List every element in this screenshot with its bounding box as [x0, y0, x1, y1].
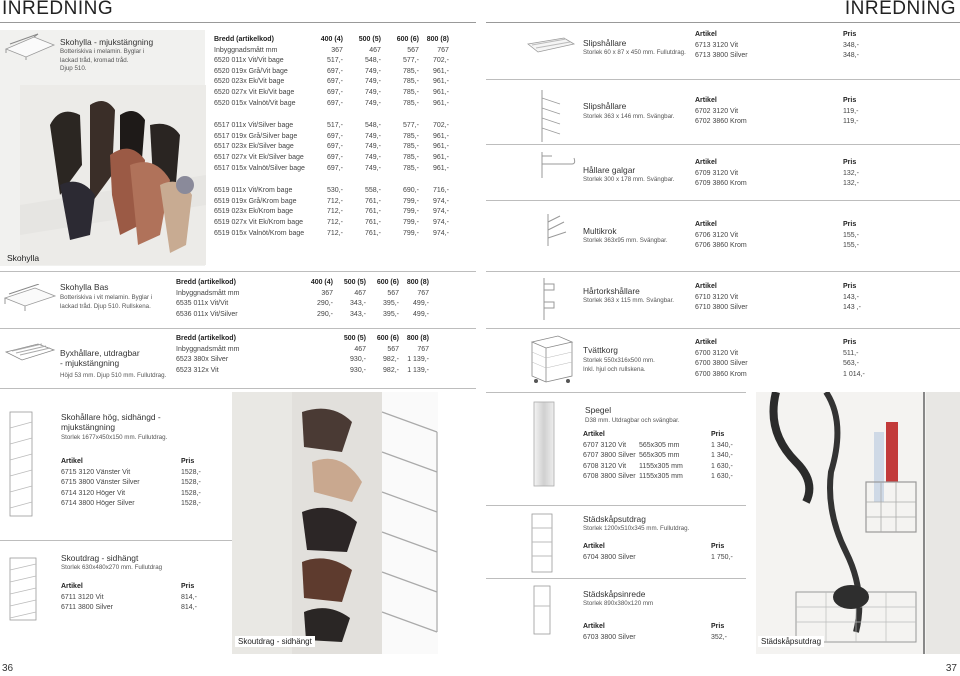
skohallare-hog-desc: Storlek 1677x450x150 mm. Fullutdrag.	[61, 434, 168, 441]
byxhallare-price-table: Bredd (artikelkod) 500 (5) 600 (6) 800 (8) Inbyggnadsmått mm 467 567 767 6523 380x Silver 930,- 982,- 1 139,- 6523 312x Vit 930,- 982,- 1 139,-	[176, 335, 429, 374]
skoutdrag-image	[6, 556, 42, 622]
page-header-right: INREDNING	[844, 0, 956, 19]
skohallare-hog-image	[6, 410, 36, 518]
stadskapsutdrag-title: Städskåpsutdrag	[583, 514, 646, 524]
skohylla-bas-price-table: Bredd (artikelkod) 400 (4) 500 (5) 600 (6) 800 (8) Inbyggnadsmått mm 367 467 567 767 6535 011x Vit/Vit 290,- 343,- 395,- 499,- 6536 011x Vit/Silver 290,- 343,- 395,- 499,-	[176, 279, 429, 318]
slipshallare-2-title: Slipshållare	[583, 101, 627, 111]
tvattkorg-desc: Storlek 550x316x500 mm. Inkl. hjul och rullskena.	[583, 357, 655, 373]
slipshallare-2-image	[536, 88, 566, 144]
hartorkshallare-image	[538, 276, 558, 322]
tvattkorg-image	[528, 334, 574, 386]
skohylla-bas-image	[3, 284, 57, 312]
skohylla-bas-title: Skohylla Bas	[60, 282, 109, 292]
slipshallare-1-desc: Storlek 60 x 87 x 450 mm. Fullutdrag.	[583, 49, 686, 56]
hallare-galgar-price-table: Artikel Pris 6709 3120 Vit 132,- 6709 3860 Krom 132,-	[695, 159, 859, 188]
hartorkshallare-desc: Storlek 363 x 115 mm. Svängbar.	[583, 297, 675, 304]
multikrok-desc: Storlek 363x95 mm. Svängbar.	[583, 237, 668, 244]
table-row: 6519 023x Ek/Krom bage 712,- 761,- 799,- 974,-	[214, 208, 449, 216]
stadskapsutdrag-photo-caption: Städskåpsutdrag	[758, 636, 824, 647]
table-row: 6708 3800 Silver 1155x305 mm 1 630,-	[583, 473, 733, 481]
slipshallare-1-title: Slipshållare	[583, 38, 627, 48]
skohylla-price-table: Bredd (artikelkod) 400 (4) 500 (5) 600 (6) 800 (8) Inbyggnadsmått mm 367 467 567 767 6520 011x Vit/Vit bage 517,- 548,- 577,- 702,- 6520 019x Grå/Vit bage 697,- 749,- 785,- 961,- 6520 023x Ek/Vit bage 697,- 749,- 785,- 961,- 6520 027x Vit Ek/Vit bage 697,- 749,- 785,- 961,- 6520 015x Valnöt/Vit bage 697,- 749,- 785,- 961,- 6517 011x Vit/Silver bage 517,- 548,- 577,- 702,- 6517 019x Grå/Silver bage 697,- 749,- 785,- 961,- 6517 023x Ek/Silver bage 697,- 749,- 785,- 961,- 6517 027x Vit Ek/Silver bage 697,- 749,- 785,- 961,- 6517 015x Valnöt/Silver bage 697,- 749,- 785,- 961,- 6519 011x Vit/Krom bage 530,- 558,- 690,- 716,- 6519 019x Grå/Krom bage 712,- 761,- 799,- 974,- 6519 023x Ek/Krom bage 712,- 761,- 799,- 974,- 6519 027x Vit Ek/Krom bage 712,- 761,- 799,- 974,- 6519 015x Valnöt/Krom bage 712,- 761,- 799,- 974,-	[214, 35, 449, 239]
stadskapsutdrag-photo	[756, 392, 960, 654]
table-row: 6519 011x Vit/Krom bage 530,- 558,- 690,- 716,-	[214, 187, 449, 195]
spegel-desc: D38 mm. Utdragbar och svängbar.	[585, 417, 680, 424]
spegel-title: Spegel	[585, 405, 612, 415]
table-row: 6517 023x Ek/Silver bage 697,- 749,- 785,- 961,-	[214, 143, 449, 151]
stadskapsinrede-image	[530, 584, 556, 636]
page-header-left: INREDNING	[2, 0, 114, 19]
table-row: 6517 015x Valnöt/Silver bage 697,- 749,- 785,- 961,-	[214, 164, 449, 172]
skoutdrag-desc: Storlek 630x480x270 mm. Fullutdrag	[61, 564, 163, 571]
table-row: 6714 3800 Höger Silver 1528,-	[61, 500, 201, 508]
spegel-image	[528, 400, 560, 488]
skohallare-hog-price-table: Artikel Pris 6715 3120 Vänster Vit 1528,- 6715 3800 Vänster Silver 1528,- 6714 3120 Höger Vit 1528,- 6714 3800 Höger Silver 1528,-	[61, 457, 221, 510]
skoutdrag-title: Skoutdrag - sidhängt	[61, 553, 139, 563]
skohylla-title: Skohylla - mjukstängning	[60, 37, 154, 47]
skohylla-bas-desc: Botteriskiva i vit melamin. Byglar i lackad tråd. Djup 510. Rullskena.	[60, 294, 153, 310]
stadskapsinrede-price-table: Artikel Pris 6703 3800 Silver 352,-	[583, 623, 727, 641]
table-row: 6517 011x Vit/Silver bage 517,- 548,- 577,- 702,-	[214, 122, 449, 130]
slipshallare-1-price-table: Artikel Pris 6713 3120 Vit 348,- 6713 3800 Silver 348,-	[695, 31, 859, 60]
table-row: 6520 011x Vit/Vit bage 517,- 548,- 577,- 702,-	[214, 57, 449, 65]
stadskapsinrede-desc: Storlek 890x380x120 mm	[583, 600, 654, 607]
stadskapsutdrag-image	[528, 512, 558, 574]
stadskapsinrede-title: Städskåpsinrede	[583, 589, 646, 599]
table-row: 6520 027x Vit Ek/Vit bage 697,- 749,- 785,- 961,-	[214, 88, 449, 96]
table-row: 6707 3120 Vit 565x305 mm 1 340,-	[583, 441, 733, 449]
skoutdrag-photo-caption: Skoutdrag - sidhängt	[235, 636, 315, 647]
table-row: 6520 015x Valnöt/Vit bage 697,- 749,- 785,- 961,-	[214, 99, 449, 107]
skohylla-photo	[20, 85, 206, 265]
multikrok-price-table: Artikel Pris 6706 3120 Vit 155,- 6706 3860 Krom 155,-	[695, 221, 859, 250]
table-row: 6517 019x Grå/Silver bage 697,- 749,- 785,- 961,-	[214, 132, 449, 140]
hallare-galgar-desc: Storlek 300 x 178 mm. Svängbar.	[583, 176, 675, 183]
table-row: 6708 3120 Vit 1155x305 mm 1 630,-	[583, 462, 733, 470]
table-row: 6520 019x Grå/Vit bage 697,- 749,- 785,- 961,-	[214, 67, 449, 75]
table-row: 6714 3120 Höger Vit 1528,-	[61, 489, 201, 497]
stadskapsutdrag-price-table: Artikel Pris 6704 3800 Silver 1 750,-	[583, 543, 733, 561]
table-row: 6715 3800 Vänster Silver 1528,-	[61, 479, 201, 487]
tvattkorg-title: Tvättkorg	[583, 345, 618, 355]
table-row: 6715 3120 Vänster Vit 1528,-	[61, 468, 201, 476]
skohallare-hog-title: Skohållare hög, sidhängd - mjukstängning	[61, 412, 161, 432]
page-number-left: 36	[2, 663, 14, 674]
hartorkshallare-price-table: Artikel Pris 6710 3120 Vit 143,- 6710 3800 Silver 143 ,-	[695, 283, 861, 312]
table-row: 6519 015x Valnöt/Krom bage 712,- 761,- 799,- 974,-	[214, 229, 449, 237]
skoutdrag-photo	[232, 392, 438, 654]
stadskapsutdrag-desc: Storlek 1200x510x345 mm. Fullutdrag.	[583, 525, 690, 532]
slipshallare-image	[526, 36, 576, 58]
skohylla-desc: Botteriskiva i melamin. Byglar i lackad tråd, kromad tråd. Djup 510.	[60, 48, 145, 72]
slipshallare-2-price-table: Artikel Pris 6702 3120 Vit 119,- 6702 3860 Krom 119,-	[695, 97, 859, 126]
tvattkorg-price-table: Artikel Pris 6700 3120 Vit 511,- 6700 3800 Silver 563,- 6700 3860 Krom 1 014,-	[695, 339, 865, 378]
spegel-price-table: Artikel Pris 6707 3120 Vit 565x305 mm 1 340,- 6707 3800 Silver 565x305 mm 1 340,- 6708 3120 Vit 1155x305 mm 1 630,- 6708 3800 Silver 1155x305 mm 1 630,-	[583, 430, 751, 483]
table-row: 6520 023x Ek/Vit bage 697,- 749,- 785,- 961,-	[214, 78, 449, 86]
table-row: 6517 027x Vit Ek/Silver bage 697,- 749,- 785,- 961,-	[214, 153, 449, 161]
page-number-right: 37	[945, 663, 957, 674]
multikrok-image	[538, 210, 574, 250]
hallare-galgar-image	[538, 150, 578, 180]
table-row: 6519 019x Grå/Krom bage 712,- 761,- 799,- 974,-	[214, 197, 449, 205]
byxhallare-image	[4, 342, 56, 364]
multikrok-title: Multikrok	[583, 226, 617, 236]
byxhallare-desc: Höjd 53 mm. Djup 510 mm. Fullutdrag.	[60, 372, 167, 379]
table-row: 6519 027x Vit Ek/Krom bage 712,- 761,- 799,- 974,-	[214, 218, 449, 226]
table-row: 6707 3800 Silver 565x305 mm 1 340,-	[583, 452, 733, 460]
slipshallare-2-desc: Storlek 363 x 146 mm. Svängbar.	[583, 113, 675, 120]
byxhallare-title: Byxhållare, utdragbar - mjukstängning	[60, 348, 140, 368]
skohylla-product-image	[4, 33, 56, 61]
skoutdrag-price-table: Artikel Pris 6711 3120 Vit 814,- 6711 3800 Silver 814,-	[61, 583, 197, 612]
skohylla-photo-caption: Skohylla	[7, 253, 40, 263]
hartorkshallare-title: Hårtorkshållare	[583, 286, 640, 296]
hallare-galgar-title: Hållare galgar	[583, 165, 636, 175]
